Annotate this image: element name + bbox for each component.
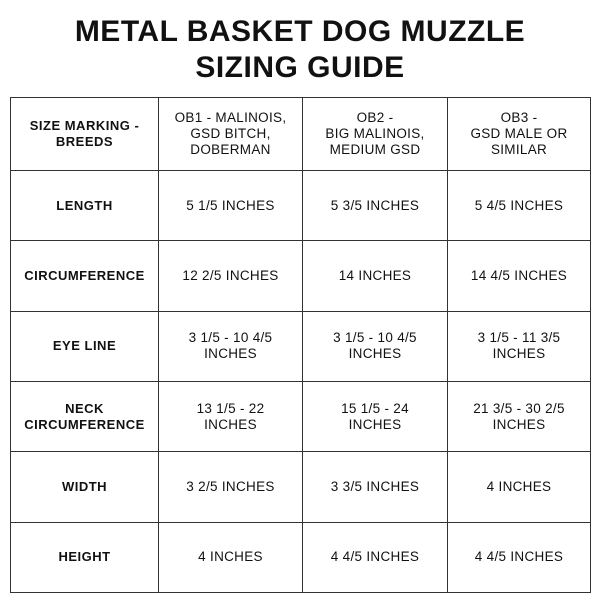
size-marking-breeds-header: SIZE MARKING - BREEDS <box>11 98 159 171</box>
table-cell: 12 2/5 INCHES <box>159 241 303 311</box>
table-cell: 4 INCHES <box>159 522 303 592</box>
table-cell: 14 4/5 INCHES <box>448 241 591 311</box>
row-label-height: HEIGHT <box>11 522 159 592</box>
column-header-ob2: OB2 - BIG MALINOIS, MEDIUM GSD <box>303 98 448 171</box>
row-label-neck-circumference: NECK CIRCUMFERENCE <box>11 381 159 451</box>
row-label-length: LENGTH <box>11 171 159 241</box>
table-cell: 13 1/5 - 22 INCHES <box>159 381 303 451</box>
table-cell: 5 1/5 INCHES <box>159 171 303 241</box>
table-cell: 15 1/5 - 24 INCHES <box>303 381 448 451</box>
table-cell: 21 3/5 - 30 2/5 INCHES <box>448 381 591 451</box>
header-row <box>11 98 591 171</box>
table-cell: 3 3/5 INCHES <box>303 452 448 522</box>
table-cell: 3 1/5 - 10 4/5 INCHES <box>303 311 448 381</box>
page-title <box>0 14 600 86</box>
table-row-width <box>11 452 591 522</box>
title-line-1: METAL BASKET DOG MUZZLE <box>74 15 526 48</box>
table-row-height <box>11 522 591 592</box>
table-row-neck-circumference <box>11 381 591 451</box>
sizing-table-header <box>11 98 591 171</box>
row-label-eye-line: EYE LINE <box>11 311 159 381</box>
table-row-circumference <box>11 241 591 311</box>
table-cell: 4 4/5 INCHES <box>303 522 448 592</box>
table-cell: 5 3/5 INCHES <box>303 171 448 241</box>
column-header-ob1: OB1 - MALINOIS, GSD BITCH, DOBERMAN <box>159 98 303 171</box>
row-label-width: WIDTH <box>11 452 159 522</box>
table-cell: 5 4/5 INCHES <box>448 171 591 241</box>
sizing-table-body <box>11 171 591 593</box>
table-cell: 4 4/5 INCHES <box>448 522 591 592</box>
title-line-2: SIZING GUIDE <box>195 51 405 84</box>
table-cell: 14 INCHES <box>303 241 448 311</box>
table-cell: 3 1/5 - 11 3/5 INCHES <box>448 311 591 381</box>
table-row-eye-line <box>11 311 591 381</box>
row-label-circumference: CIRCUMFERENCE <box>11 241 159 311</box>
table-cell: 4 INCHES <box>448 452 591 522</box>
table-cell: 3 2/5 INCHES <box>159 452 303 522</box>
table-cell: 3 1/5 - 10 4/5 INCHES <box>159 311 303 381</box>
column-header-ob3: OB3 - GSD MALE OR SIMILAR <box>448 98 591 171</box>
table-row-length <box>11 171 591 241</box>
sizing-table <box>10 97 591 593</box>
